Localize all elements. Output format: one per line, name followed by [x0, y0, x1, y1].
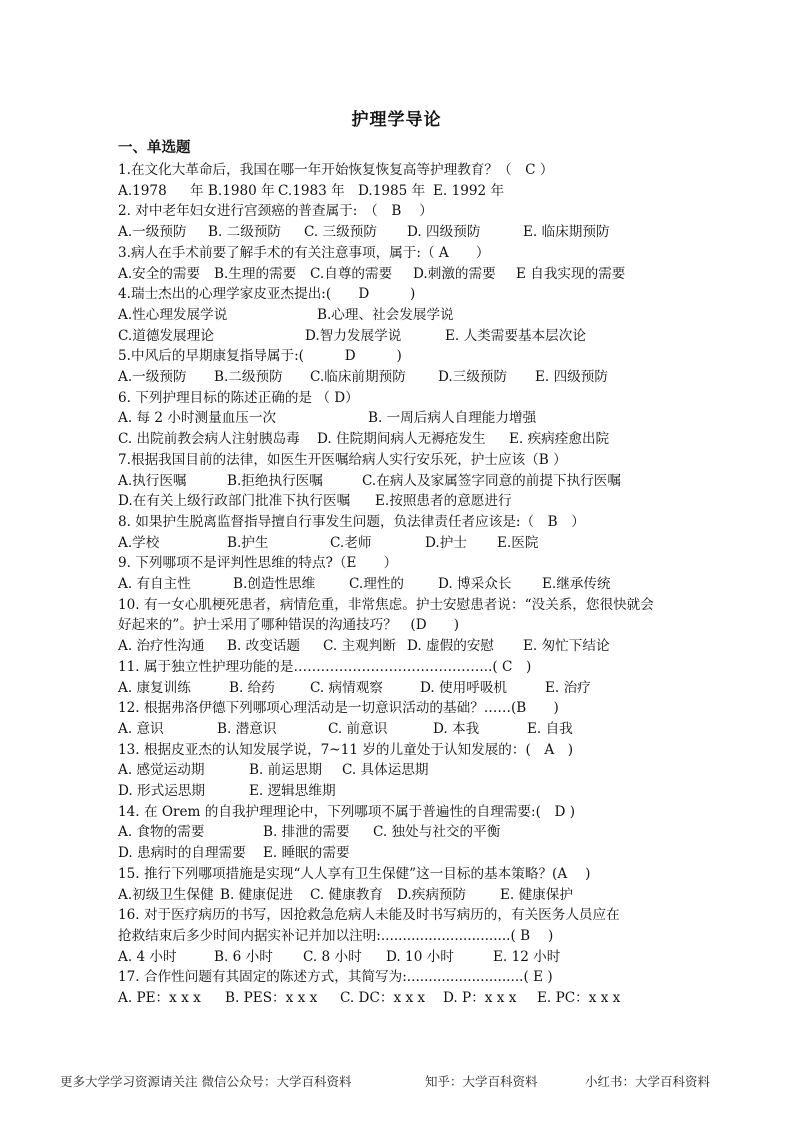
answer-option: C.老师	[330, 534, 372, 551]
answer-option: A. 有自主性	[118, 576, 191, 592]
answer-option: A.学校	[118, 534, 160, 551]
answer-option: D.护士	[425, 534, 467, 551]
question-text: 12. 根据弗洛伊德下列哪项心理活动是一切意识活动的基础？……(B )	[118, 700, 559, 717]
answer-option: E. 睡眠的需要	[263, 845, 350, 862]
answer-option: E. 匆忙下结论	[523, 638, 610, 655]
text-line	[0, 885, 793, 905]
answer-option: E 自我实现的需要	[516, 265, 626, 282]
answer-option: A.一级预防	[118, 369, 187, 385]
question-text: 抢救结束后多少时间内据实补记并加以注明:..............................( B )	[118, 927, 554, 944]
answer-option: C. 独处与社交的平衡	[373, 824, 501, 841]
answer-option: E. 人类需要基本层次论	[445, 327, 586, 344]
answer-option: B.生理的需要	[214, 265, 297, 282]
answer-option: D. 形式运思期	[118, 783, 206, 799]
answer-option: A.1978	[118, 182, 167, 199]
text-line	[0, 346, 793, 366]
text-line	[0, 781, 793, 801]
answer-option: C. 三级预防	[304, 224, 377, 241]
text-line	[0, 905, 793, 925]
text-line	[0, 595, 793, 615]
answer-option: A. 4 小时	[118, 948, 177, 965]
question-text: 14. 在 Orem 的自我护理理论中，下列哪项不属于普遍性的自理需要:( D )	[118, 803, 576, 820]
question-text: 11. 属于独立性护理功能的是……………………………………..( C )	[118, 658, 532, 675]
question-text: 10. 有一女心肌梗死患者，病情危重，非常焦虑。护士安慰患者说：“没关系，您很快就会	[118, 596, 654, 613]
text-line	[0, 305, 793, 325]
question-text: 15. 推行下列哪项措施是实现“人人享有卫生保健”这一目标的基本策略？(A )	[118, 865, 591, 882]
text-line	[0, 429, 793, 449]
text-line	[0, 160, 793, 180]
question-text: 5.中风后的早期康复指导属于:( D )	[118, 348, 402, 365]
answer-option: B. 健康促进	[220, 886, 294, 903]
answer-option: B. PES：x x x	[225, 990, 318, 1006]
text-line	[0, 615, 793, 635]
question-text: 4.瑞士杰出的心理学家皮亚杰提出:( D )	[118, 286, 416, 303]
answer-option: B.心理、社会发展学说	[317, 306, 454, 323]
answer-option: C. DC：x x x	[340, 990, 426, 1006]
answer-option: D.三级预防	[438, 369, 508, 385]
question-text: 8. 如果护生脱离监督指导擅自行事发生问题，负法律责任者应该是:（ B ）	[118, 513, 585, 530]
question-text: 9. 下列哪项不是评判性思维的特点?（E ）	[118, 555, 398, 572]
answer-option: D. 本我	[433, 720, 480, 737]
text-line	[0, 967, 793, 987]
question-text: 好起来的”。护士采用了哪种错误的沟通技巧？ (D )	[118, 617, 460, 634]
answer-option: C. 健康教育	[310, 886, 383, 903]
answer-option: D. 使用呼吸机	[420, 679, 508, 696]
text-line	[0, 367, 793, 387]
text-line	[0, 926, 793, 946]
answer-option: A. 每 2 小时测量血压一次	[118, 410, 277, 427]
answer-option: D. 博采众长	[438, 576, 512, 592]
text-line	[0, 264, 793, 284]
text-line	[0, 243, 793, 263]
answer-option: B. 6 小时	[214, 948, 273, 965]
answer-option: E. 12 小时	[493, 948, 561, 965]
answer-option: C.临床前期预防	[310, 369, 406, 385]
answer-option: E.按照患者的意愿进行	[375, 493, 512, 510]
answer-option: A. 康复训练	[118, 679, 191, 696]
answer-option: D. 虚假的安慰	[407, 638, 495, 655]
answer-option: C.在病人及家属签字同意的前提下执行医嘱	[362, 472, 621, 489]
answer-option: B. 前运思期	[249, 762, 323, 779]
question-text: 3.病人在手术前要了解手术的有关注意事项，属于:（ A ）	[118, 244, 490, 261]
answer-option: 年 B.1980 年	[190, 182, 275, 199]
question-text: 2. 对中老年妇女进行宫颈癌的普查属于: （ B ）	[118, 203, 433, 220]
document-title: 护理学导论	[351, 110, 442, 130]
answer-option: E. 四级预防	[535, 369, 608, 385]
answer-option: E. 疾病痊愈出院	[509, 431, 610, 448]
text-line	[0, 843, 793, 863]
answer-option: B.护生	[227, 534, 269, 551]
answer-option: C. 主观判断	[323, 638, 396, 655]
question-text: 1.在文化大革命后，我国在哪一年开始恢复恢复高等护理教育？（ C ）	[118, 162, 554, 178]
answer-option: D.1985 年	[358, 182, 426, 199]
answer-option: A. 食物的需要	[118, 824, 205, 841]
footer-zhihu: 知乎：大学百科资料	[425, 1074, 538, 1089]
text-line	[0, 740, 793, 760]
answer-option: D.疾病预防	[397, 886, 467, 903]
question-text: 17. 合作性问题有其固定的陈述方式，其简写为:...........................( E )	[118, 969, 553, 986]
answer-option: A.安全的需要	[118, 265, 201, 282]
answer-option: A. PE：x x x	[118, 990, 201, 1006]
answer-option: E. 健康保护	[500, 886, 573, 903]
text-line	[0, 698, 793, 718]
text-line	[0, 636, 793, 656]
answer-option: C. 病情观察	[310, 679, 383, 696]
answer-option: E. 治疗	[545, 679, 591, 696]
answer-option: E.继承传统	[542, 576, 611, 592]
text-line	[0, 201, 793, 221]
text-line	[0, 657, 793, 677]
text-line	[0, 760, 793, 780]
answer-option: D.在有关上级行政部门批准下执行医嘱	[118, 493, 351, 510]
footer-wechat: 更多大学学习资源请关注 微信公众号：大学百科资料	[60, 1074, 352, 1089]
answer-option: D. 患病时的自理需要	[118, 845, 246, 862]
text-line	[0, 533, 793, 553]
answer-option: E. PC：x x x	[537, 990, 621, 1006]
question-text: 7.根据我国目前的法律，如医生开医嘱给病人实行安乐死，护士应该（B ）	[118, 451, 567, 468]
answer-option: B. 一周后病人自理能力增强	[368, 410, 537, 427]
text-line	[0, 802, 793, 822]
question-text: 6. 下列护理目标的陈述正确的是 （ D）	[118, 389, 359, 406]
text-line	[0, 471, 793, 491]
answer-option: A. 感觉运动期	[118, 762, 205, 779]
answer-option: D. 住院期间病人无褥疮发生	[317, 431, 486, 448]
answer-option: B. 改变话题	[227, 638, 301, 655]
text-line	[0, 864, 793, 884]
question-text: 16. 对于医疗病历的书写，因抢救急危病人未能及时书写病历的，有关医务人员应在	[118, 907, 620, 924]
answer-option: B. 二级预防	[208, 224, 282, 241]
answer-option: E. 逻辑思维期	[249, 783, 336, 799]
answer-option: A.初级卫生保健	[118, 886, 214, 903]
answer-option: D. P：x x x	[443, 990, 517, 1006]
answer-option: E.医院	[497, 534, 539, 551]
text-line	[0, 822, 793, 842]
answer-option: B. 给药	[229, 679, 275, 696]
answer-option: E. 1992 年	[433, 182, 505, 199]
text-line	[0, 512, 793, 532]
text-line	[0, 326, 793, 346]
section-heading: 一、单选题	[118, 139, 191, 156]
text-line	[0, 450, 793, 470]
text-line	[0, 222, 793, 242]
footer-xiaohongshu: 小红书：大学百科资料	[585, 1074, 711, 1089]
answer-option: B.二级预防	[214, 369, 283, 385]
text-line	[0, 388, 793, 408]
answer-option: C. 前意识	[328, 720, 388, 737]
text-line	[0, 947, 793, 967]
text-line	[0, 719, 793, 739]
answer-option: B. 排泄的需要	[263, 824, 350, 841]
text-line	[0, 678, 793, 698]
answer-option: B.拒绝执行医嘱	[227, 472, 323, 489]
answer-option: E. 临床期预防	[523, 224, 610, 241]
text-line	[0, 574, 793, 594]
answer-option: A.性心理发展学说	[118, 306, 228, 323]
answer-option: C.理性的	[349, 576, 405, 592]
answer-option: C.自尊的需要	[310, 265, 393, 282]
text-line	[0, 284, 793, 304]
answer-option: C. 出院前教会病人注射胰岛毒	[118, 431, 300, 448]
answer-option: B. 潜意识	[217, 720, 277, 737]
answer-option: D. 四级预防	[407, 224, 481, 241]
answer-option: E. 自我	[527, 720, 573, 737]
answer-option: D. 10 小时	[386, 948, 454, 965]
answer-option: A. 意识	[118, 720, 164, 737]
answer-option: B.创造性思维	[233, 576, 316, 592]
answer-option: C.道德发展理论	[118, 327, 214, 344]
text-line	[0, 988, 793, 1008]
answer-option: D.智力发展学说	[305, 327, 402, 344]
answer-option: A.一级预防	[118, 224, 187, 241]
answer-option: A. 治疗性沟通	[118, 638, 205, 655]
answer-option: C.1983 年	[278, 182, 345, 199]
answer-option: A.执行医嘱	[118, 472, 187, 489]
question-text: 13. 根据皮亚杰的认知发展学说，7~11 岁的儿童处于认知发展的：( A )	[118, 741, 574, 758]
text-line	[0, 181, 793, 201]
answer-option: C. 具体运思期	[342, 762, 429, 779]
text-line	[0, 553, 793, 573]
answer-option: D.刺激的需要	[413, 265, 496, 282]
text-line	[0, 491, 793, 511]
answer-option: C. 8 小时	[303, 948, 362, 965]
text-line	[0, 408, 793, 428]
